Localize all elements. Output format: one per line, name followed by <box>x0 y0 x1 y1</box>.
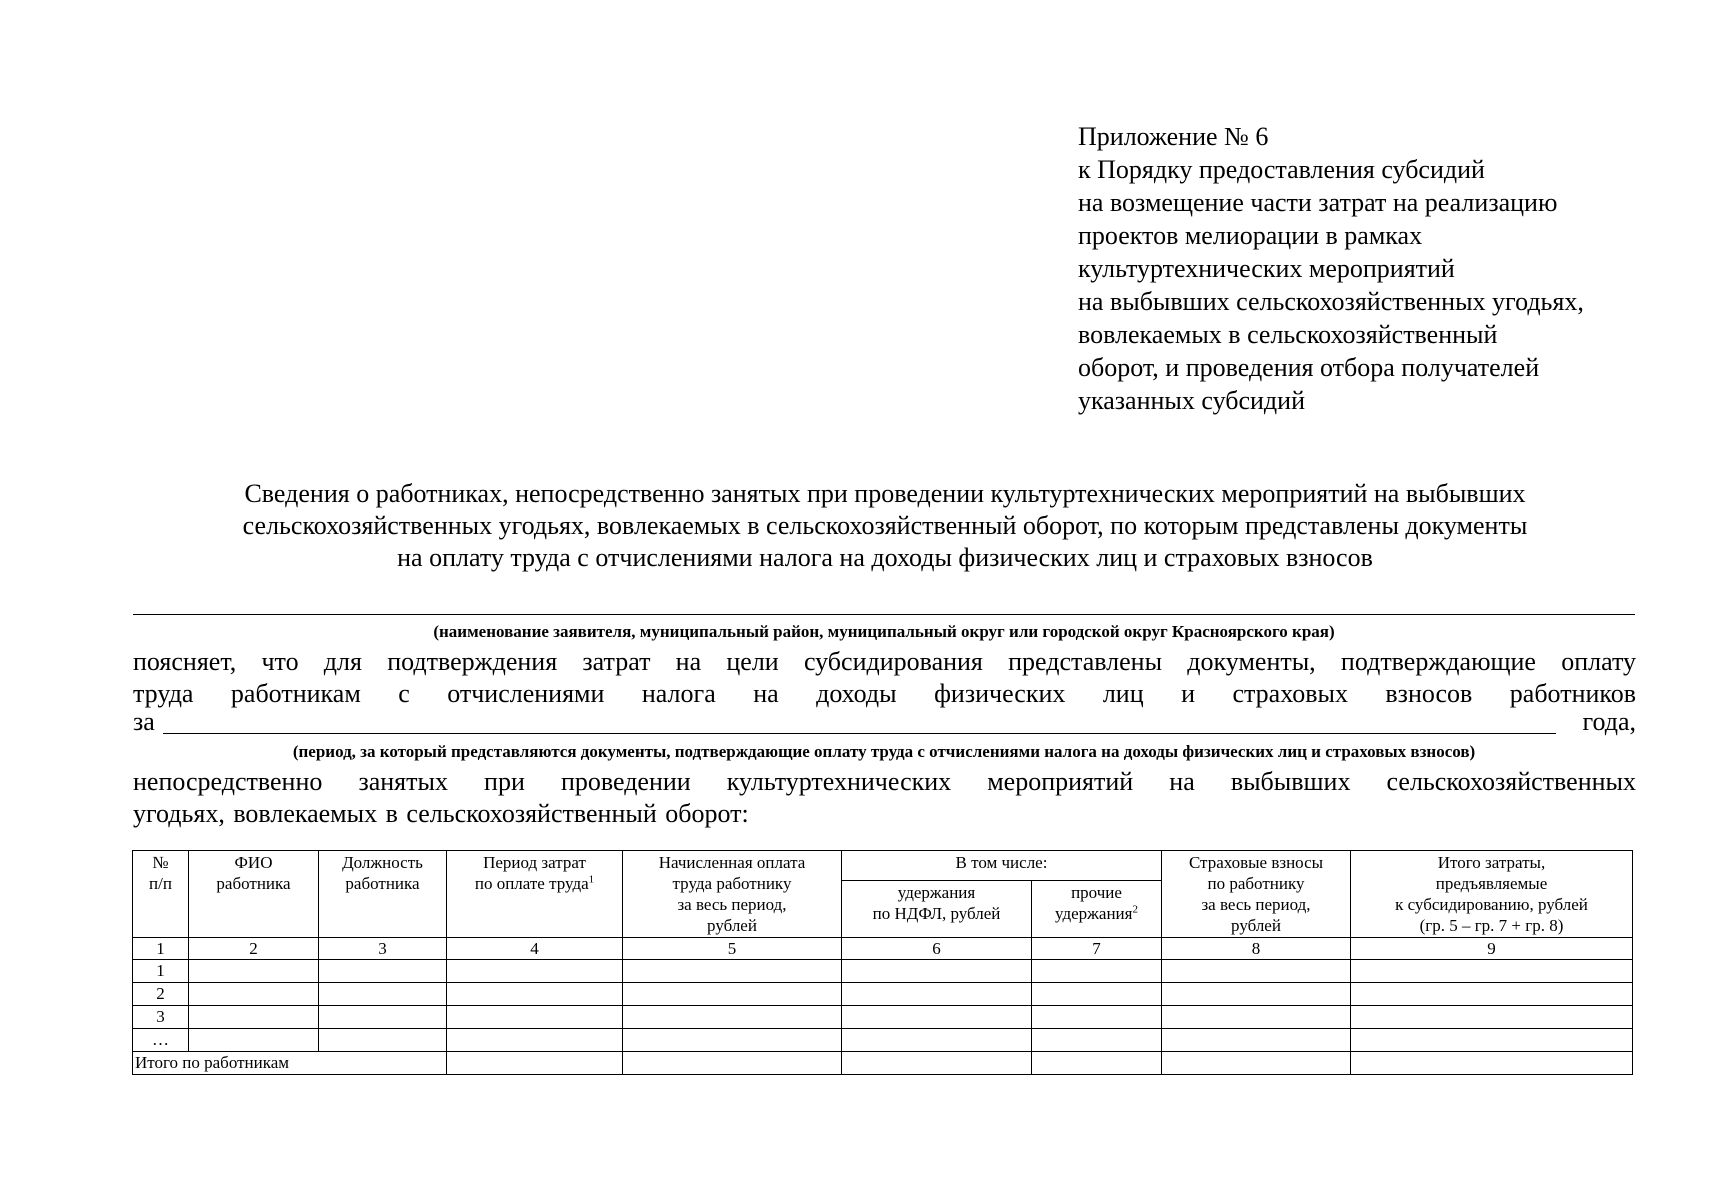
header-text: работника <box>216 874 291 893</box>
table-cell[interactable] <box>623 1029 842 1052</box>
header-other <box>1032 881 1162 938</box>
header-text: предъявляемые <box>1435 874 1548 893</box>
table-cell[interactable] <box>189 960 319 983</box>
title-line: Сведения о работниках, непосредственно занятых при проведении культуртехнических мероприятий на выбывших <box>244 479 1526 508</box>
header-text: за весь период, <box>1201 895 1311 914</box>
header-text <box>449 873 620 894</box>
table-cell[interactable] <box>319 1006 447 1029</box>
header-text: удержания <box>1055 904 1133 924</box>
table-cell[interactable] <box>447 1052 623 1075</box>
column-number: 2 <box>189 938 319 960</box>
table-cell[interactable] <box>1351 960 1633 983</box>
header-text: по НДФЛ, рублей <box>872 904 1001 924</box>
table-cell[interactable] <box>1032 1029 1162 1052</box>
header-text <box>1034 903 1159 924</box>
table-cell[interactable] <box>1032 1006 1162 1029</box>
row-number: 2 <box>133 983 189 1006</box>
column-number: 7 <box>1032 938 1162 960</box>
table-row <box>133 1006 1633 1029</box>
table-cell[interactable] <box>1351 1006 1633 1029</box>
header-text: Период затрат <box>483 853 586 872</box>
table-cell[interactable] <box>319 983 447 1006</box>
header-ndfl <box>842 881 1032 938</box>
goda-label: года, <box>1582 707 1636 736</box>
appendix-line: культуртехнических мероприятий <box>1078 254 1455 283</box>
table-cell[interactable] <box>319 960 447 983</box>
header-text: № <box>152 853 169 872</box>
table-cell[interactable] <box>623 960 842 983</box>
table-cell[interactable] <box>1162 1052 1351 1075</box>
total-label: Итого по работникам <box>133 1052 447 1075</box>
table-cell[interactable] <box>189 1006 319 1029</box>
table-cell[interactable] <box>189 983 319 1006</box>
table-cell[interactable] <box>1162 1006 1351 1029</box>
table-cell[interactable] <box>842 960 1032 983</box>
header-row <box>133 851 1633 881</box>
header-text: Начисленная оплата <box>658 853 806 872</box>
table-cell[interactable] <box>623 1052 842 1075</box>
header-text: Страховые взносы <box>1188 853 1324 872</box>
paragraph-line: поясняет, что для подтверждения затрат на цели субсидирования представлены документы, подтверждающие оплату <box>133 647 1636 676</box>
footnote-ref: 2 <box>1132 903 1138 916</box>
title-line: сельскохозяйственных угодьях, вовлекаемых в сельскохозяйственный оборот, по которым представлены документы <box>242 511 1528 540</box>
header-period <box>447 851 623 938</box>
za-label: за <box>133 707 155 736</box>
header-accrued <box>623 851 842 938</box>
table-cell[interactable] <box>1351 983 1633 1006</box>
paragraph-line: непосредственно занятых при проведении культуртехнических мероприятий на выбывших сельскохозяйственных <box>133 767 1636 796</box>
appendix-line: оборот, и проведения отбора получателей <box>1078 353 1540 382</box>
column-number: 4 <box>447 938 623 960</box>
appendix-note <box>1078 120 1678 417</box>
table-cell[interactable] <box>1351 1029 1633 1052</box>
appendix-line: вовлекаемых в сельскохозяйственный <box>1078 320 1498 349</box>
header-text: удержания <box>897 883 976 903</box>
table-cell[interactable] <box>1162 960 1351 983</box>
appendix-line: на выбывших сельскохозяйственных угодьях, <box>1078 287 1584 316</box>
table-cell[interactable] <box>842 1006 1032 1029</box>
header-including: В том числе: <box>842 851 1162 881</box>
header-text: п/п <box>149 874 172 893</box>
header-total <box>1351 851 1633 938</box>
header-text: работника <box>345 874 420 893</box>
paragraph-line: труда работникам с отчислениями налога на доходы физических лиц и страховых взносов работников <box>133 679 1636 708</box>
applicant-name-field[interactable] <box>133 614 1635 615</box>
period-field[interactable] <box>163 733 1556 734</box>
table-cell[interactable] <box>1162 983 1351 1006</box>
table-row <box>133 960 1633 983</box>
appendix-line: на возмещение части затрат на реализацию <box>1078 188 1558 217</box>
table-cell[interactable] <box>447 1029 623 1052</box>
applicant-caption: (наименование заявителя, муниципальный район, муниципальный округ или городской округ Красноярского края) <box>433 622 1335 641</box>
header-text: Итого затраты, <box>1437 853 1546 872</box>
table-cell[interactable] <box>1032 1052 1162 1075</box>
header-text: по работнику <box>1207 874 1305 893</box>
column-number: 3 <box>319 938 447 960</box>
table-cell[interactable] <box>623 983 842 1006</box>
table-cell[interactable] <box>319 1029 447 1052</box>
column-numbers-row <box>133 938 1633 960</box>
header-num <box>133 851 189 938</box>
header-text: по оплате труда <box>474 874 589 893</box>
column-number: 8 <box>1162 938 1351 960</box>
header-text: рублей <box>707 916 757 935</box>
header-text: рублей <box>1231 916 1281 935</box>
workers-table <box>132 850 1633 1075</box>
table-cell[interactable] <box>623 1006 842 1029</box>
row-number: 3 <box>133 1006 189 1029</box>
document-title <box>130 478 1640 574</box>
header-text: (гр. 5 – гр. 7 + гр. 8) <box>1419 916 1564 935</box>
period-caption: (период, за который представляются документы, подтверждающие оплату труда с отчислениями налога на доходы физических лиц и страховых взносов) <box>292 742 1476 761</box>
period-line <box>133 706 1636 738</box>
paragraph-line: угодьях, вовлекаемых в сельскохозяйственный оборот: <box>133 799 749 828</box>
header-position <box>319 851 447 938</box>
table-cell[interactable] <box>447 960 623 983</box>
table-cell[interactable] <box>189 1029 319 1052</box>
column-number: 5 <box>623 938 842 960</box>
table-cell[interactable] <box>447 983 623 1006</box>
column-number: 1 <box>133 938 189 960</box>
row-number: 1 <box>133 960 189 983</box>
header-text: прочие <box>1071 883 1122 903</box>
header-text: ФИО <box>234 853 273 872</box>
column-number: 6 <box>842 938 1032 960</box>
header-text: к субсидированию, рублей <box>1395 895 1588 914</box>
table-cell[interactable] <box>1351 1052 1633 1075</box>
table-cell[interactable] <box>1032 983 1162 1006</box>
header-text: труда работнику <box>672 874 792 893</box>
title-line: на оплату труда с отчислениями налога на доходы физических лиц и страховых взносов <box>397 543 1373 572</box>
table-cell[interactable] <box>447 1006 623 1029</box>
appendix-line: к Порядку предоставления субсидий <box>1078 155 1485 184</box>
header-text: за весь период, <box>677 895 787 914</box>
appendix-line: Приложение № 6 <box>1078 122 1269 151</box>
table-cell[interactable] <box>842 983 1032 1006</box>
header-insurance <box>1162 851 1351 938</box>
appendix-line: указанных субсидий <box>1078 386 1305 415</box>
header-text: Должность <box>342 853 423 872</box>
column-number: 9 <box>1351 938 1633 960</box>
footnote-ref: 1 <box>588 873 595 886</box>
table-cell[interactable] <box>1032 960 1162 983</box>
table-cell[interactable] <box>1162 1029 1351 1052</box>
table-cell[interactable] <box>842 1052 1032 1075</box>
table-cell[interactable] <box>842 1029 1032 1052</box>
table-row <box>133 1029 1633 1052</box>
row-number: … <box>133 1029 189 1052</box>
total-row <box>133 1052 1633 1075</box>
table-row <box>133 983 1633 1006</box>
header-fio <box>189 851 319 938</box>
appendix-line: проектов мелиорации в рамках <box>1078 221 1423 250</box>
